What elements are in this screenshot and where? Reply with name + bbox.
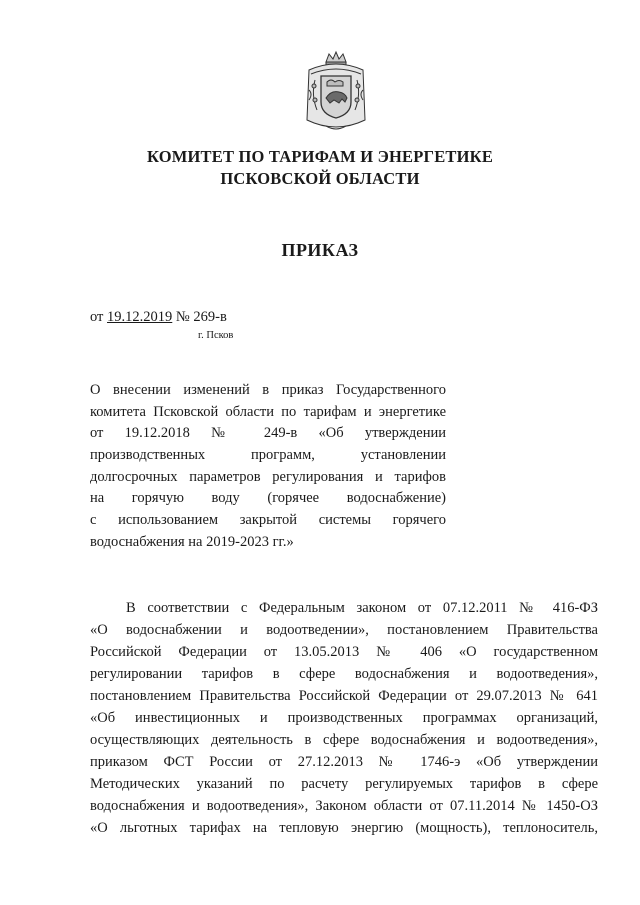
body-line: «О водоснабжении и водоотведении», постановлением Правительства xyxy=(90,622,598,638)
document-date-number xyxy=(90,309,227,326)
date-prefix: от xyxy=(90,309,104,325)
body-line: Методических указаний по расчету регулируемых тарифов в сфере xyxy=(90,776,598,792)
body-line: «Об инвестиционных и производственных программах организаций, xyxy=(90,710,598,726)
body-line: постановлением Правительства Российской Федерации от 29.07.2013 № 641 xyxy=(90,688,598,704)
body-line: «О льготных тарифах на тепловую энергию (мощность), теплоноситель, xyxy=(90,820,598,836)
document-type-title: ПРИКАЗ xyxy=(281,240,359,260)
organization-name-line1: КОМИТЕТ ПО ТАРИФАМ И ЭНЕРГЕТИКЕ xyxy=(146,147,494,166)
body-line: регулировании тарифов в сфере водоснабжения и водоотведения», xyxy=(90,666,598,682)
subject-line: на горячую воду (горячее водоснабжение) xyxy=(90,490,446,507)
subject-line: О внесении изменений в приказ Государственного xyxy=(90,382,446,398)
subject-line: комитета Псковской области по тарифам и энергетике xyxy=(90,403,446,420)
organization-name-line2: ПСКОВСКОЙ ОБЛАСТИ xyxy=(220,169,420,188)
subject-line: водоснабжения на 2019-2023 гг.» xyxy=(90,533,294,550)
subject-line: с использованием закрытой системы горячего xyxy=(90,512,446,529)
subject-line: долгосрочных параметров регулирования и тарифов xyxy=(90,468,446,485)
subject-line: от 19.12.2018 № 249-в «Об утверждении xyxy=(90,425,446,442)
subject-line: производственных программ, установлении xyxy=(90,447,446,464)
body-line: осуществляющих деятельность в сфере водоснабжения и водоотведения», xyxy=(90,732,598,748)
body-paragraph xyxy=(90,597,598,839)
body-line: Российской Федерации от 13.05.2013 № 406 «О государственном xyxy=(90,644,598,660)
city-label: г. Псков xyxy=(198,330,234,341)
body-line: водоснабжения и водоотведения», Законом области от 07.11.2014 № 1450-ОЗ xyxy=(90,798,598,814)
document-date: 19.12.2019 xyxy=(107,309,173,325)
document-number: № 269-в xyxy=(175,309,227,325)
order-subject xyxy=(90,380,446,554)
body-line: В соответствии с Федеральным законом от 07.12.2011 № 416-ФЗ xyxy=(126,600,598,616)
body-line: приказом ФСТ России от 27.12.2013 № 1746-э «Об утверждении xyxy=(90,754,598,770)
coat-of-arms-icon xyxy=(301,50,371,140)
